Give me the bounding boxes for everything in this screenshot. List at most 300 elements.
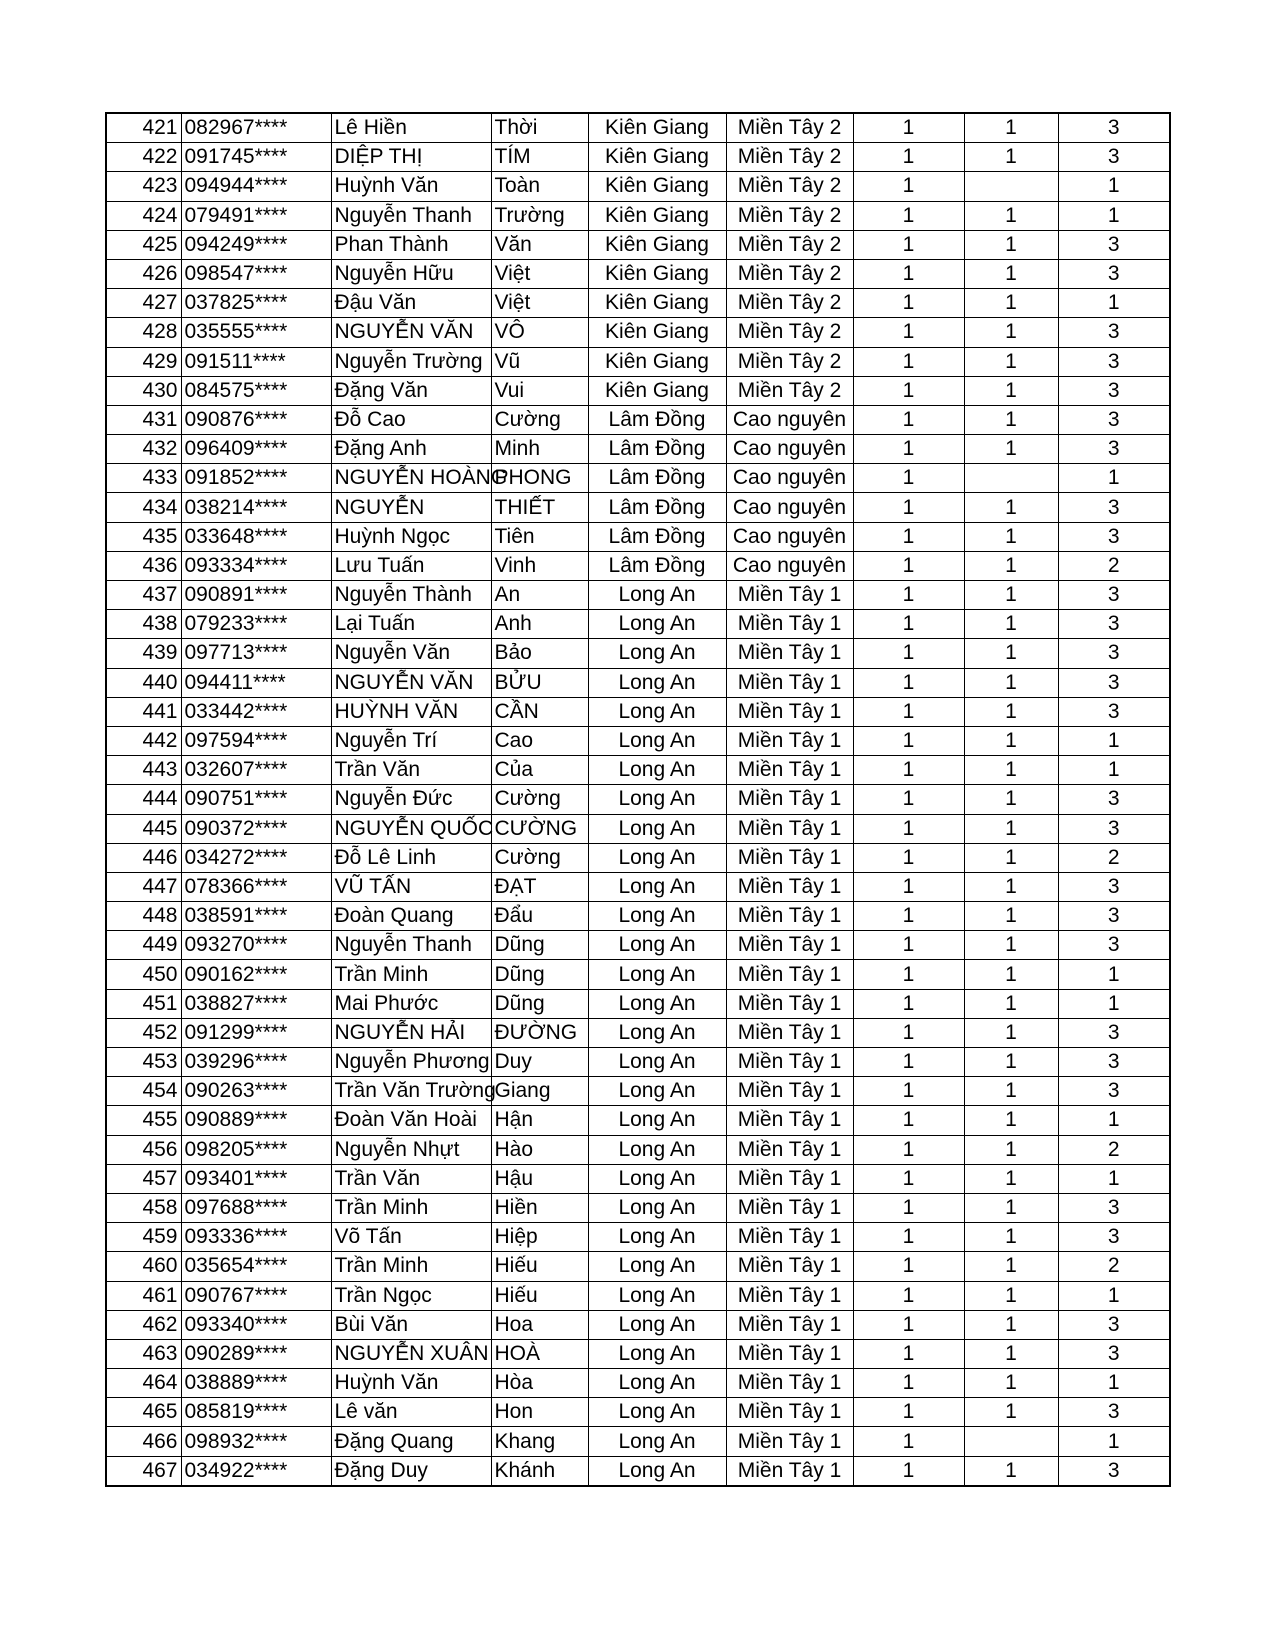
count-2-cell: 1 [964,668,1058,697]
region-cell: Cao nguyên [726,551,853,580]
count-3-cell: 3 [1058,113,1170,143]
province-cell: Long An [588,581,726,610]
row-number-cell: 437 [106,581,181,610]
count-1-cell: 1 [853,376,964,405]
given-name-cell: Vui [491,376,588,405]
count-1-cell: 1 [853,1252,964,1281]
count-2-cell: 1 [964,1310,1058,1339]
count-2-cell: 1 [964,902,1058,931]
count-2-cell [964,172,1058,201]
row-number-cell: 467 [106,1456,181,1486]
row-number-cell: 444 [106,785,181,814]
given-name-cell: Việt [491,259,588,288]
surname-cell: Trần Minh [331,1252,491,1281]
region-cell: Miền Tây 2 [726,113,853,143]
region-cell: Miền Tây 1 [726,1223,853,1252]
given-name-cell: Hiếu [491,1252,588,1281]
table-row [106,201,1170,230]
given-name-cell: Cường [491,785,588,814]
province-cell: Long An [588,1106,726,1135]
count-1-cell: 1 [853,872,964,901]
count-1-cell: 1 [853,1398,964,1427]
count-3-cell: 1 [1058,289,1170,318]
table-row [106,872,1170,901]
region-cell: Cao nguyên [726,405,853,434]
region-cell: Miền Tây 2 [726,289,853,318]
count-3-cell: 3 [1058,1048,1170,1077]
row-number-cell: 459 [106,1223,181,1252]
surname-cell: VŨ TẤN [331,872,491,901]
province-cell: Kiên Giang [588,230,726,259]
province-cell: Lâm Đồng [588,435,726,464]
province-cell: Long An [588,931,726,960]
count-2-cell: 1 [964,581,1058,610]
row-number-cell: 425 [106,230,181,259]
row-number-cell: 449 [106,931,181,960]
count-3-cell: 3 [1058,668,1170,697]
region-cell: Miền Tây 1 [726,668,853,697]
count-3-cell: 2 [1058,551,1170,580]
province-cell: Long An [588,1193,726,1222]
region-cell: Cao nguyên [726,464,853,493]
region-cell: Cao nguyên [726,522,853,551]
table-row [106,1077,1170,1106]
given-name-cell: Khánh [491,1456,588,1486]
row-number-cell: 461 [106,1281,181,1310]
table-row [106,522,1170,551]
row-number-cell: 424 [106,201,181,230]
region-cell: Miền Tây 1 [726,726,853,755]
count-3-cell: 3 [1058,318,1170,347]
count-3-cell: 3 [1058,230,1170,259]
province-cell: Long An [588,1339,726,1368]
count-1-cell: 1 [853,756,964,785]
count-2-cell: 1 [964,435,1058,464]
row-number-cell: 428 [106,318,181,347]
surname-cell: Huỳnh Văn [331,172,491,201]
row-number-cell: 433 [106,464,181,493]
region-cell: Miền Tây 1 [726,1339,853,1368]
count-1-cell: 1 [853,1456,964,1486]
count-3-cell: 3 [1058,902,1170,931]
province-cell: Long An [588,1456,726,1486]
phone-cell: 039296**** [181,1048,331,1077]
table-row [106,1339,1170,1368]
count-2-cell: 1 [964,1339,1058,1368]
count-1-cell: 1 [853,697,964,726]
count-3-cell: 3 [1058,1398,1170,1427]
table-row [106,464,1170,493]
phone-cell: 093401**** [181,1164,331,1193]
surname-cell: Trần Ngọc [331,1281,491,1310]
surname-cell: NGUYỄN XUÂN [331,1339,491,1368]
table-row [106,1164,1170,1193]
region-cell: Miền Tây 1 [726,1252,853,1281]
row-number-cell: 465 [106,1398,181,1427]
given-name-cell: Cao [491,726,588,755]
phone-cell: 093334**** [181,551,331,580]
phone-cell: 094411**** [181,668,331,697]
count-3-cell: 1 [1058,989,1170,1018]
surname-cell: Nguyễn Thành [331,581,491,610]
given-name-cell: Toàn [491,172,588,201]
phone-cell: 098205**** [181,1135,331,1164]
surname-cell: Bùi Văn [331,1310,491,1339]
count-1-cell: 1 [853,347,964,376]
phone-cell: 090162**** [181,960,331,989]
table-row [106,113,1170,143]
surname-cell: Phan Thành [331,230,491,259]
phone-cell: 097594**** [181,726,331,755]
given-name-cell: Hòa [491,1369,588,1398]
phone-cell: 093270**** [181,931,331,960]
row-number-cell: 440 [106,668,181,697]
phone-cell: 093340**** [181,1310,331,1339]
table-row [106,989,1170,1018]
given-name-cell: Của [491,756,588,785]
province-cell: Long An [588,1164,726,1193]
phone-cell: 085819**** [181,1398,331,1427]
given-name-cell: VÔ [491,318,588,347]
surname-cell: NGUYỄN VĂN [331,318,491,347]
count-2-cell [964,464,1058,493]
province-cell: Long An [588,872,726,901]
table-row [106,143,1170,172]
count-3-cell: 1 [1058,1427,1170,1456]
province-cell: Kiên Giang [588,347,726,376]
province-cell: Long An [588,843,726,872]
surname-cell: Nguyễn Nhựt [331,1135,491,1164]
count-3-cell: 3 [1058,405,1170,434]
given-name-cell: PHONG [491,464,588,493]
count-1-cell: 1 [853,1193,964,1222]
surname-cell: Lưu Tuấn [331,551,491,580]
count-2-cell: 1 [964,1193,1058,1222]
surname-cell: Nguyễn Văn [331,639,491,668]
count-2-cell: 1 [964,405,1058,434]
region-cell: Miền Tây 1 [726,1369,853,1398]
phone-cell: 097688**** [181,1193,331,1222]
surname-cell: Mai Phước [331,989,491,1018]
region-cell: Cao nguyên [726,493,853,522]
region-cell: Miền Tây 1 [726,843,853,872]
count-1-cell: 1 [853,172,964,201]
surname-cell: Võ Tấn [331,1223,491,1252]
count-3-cell: 3 [1058,814,1170,843]
province-cell: Long An [588,1048,726,1077]
count-2-cell: 1 [964,843,1058,872]
count-3-cell: 1 [1058,464,1170,493]
province-cell: Lâm Đồng [588,405,726,434]
surname-cell: Nguyễn Thanh [331,201,491,230]
row-number-cell: 452 [106,1018,181,1047]
count-3-cell: 3 [1058,347,1170,376]
count-1-cell: 1 [853,1427,964,1456]
table-row [106,435,1170,464]
phone-cell: 038214**** [181,493,331,522]
count-1-cell: 1 [853,1310,964,1339]
phone-cell: 034922**** [181,1456,331,1486]
given-name-cell: Việt [491,289,588,318]
row-number-cell: 457 [106,1164,181,1193]
surname-cell: NGUYỄN VĂN [331,668,491,697]
surname-cell: DIỆP THỊ [331,143,491,172]
surname-cell: Trần Minh [331,960,491,989]
region-cell: Miền Tây 1 [726,960,853,989]
table-row [106,1106,1170,1135]
given-name-cell: Hoa [491,1310,588,1339]
count-3-cell: 1 [1058,172,1170,201]
region-cell: Miền Tây 1 [726,581,853,610]
table-row [106,814,1170,843]
region-cell: Miền Tây 2 [726,318,853,347]
surname-cell: NGUYỄN [331,493,491,522]
region-cell: Miền Tây 1 [726,785,853,814]
table-row [106,639,1170,668]
province-cell: Long An [588,785,726,814]
count-2-cell: 1 [964,785,1058,814]
surname-cell: Trần Văn Trường [331,1077,491,1106]
count-2-cell: 1 [964,697,1058,726]
row-number-cell: 423 [106,172,181,201]
count-3-cell: 3 [1058,639,1170,668]
count-1-cell: 1 [853,1164,964,1193]
count-3-cell: 3 [1058,1193,1170,1222]
count-1-cell: 1 [853,201,964,230]
table-row [106,1193,1170,1222]
row-number-cell: 463 [106,1339,181,1368]
province-cell: Kiên Giang [588,143,726,172]
count-1-cell: 1 [853,551,964,580]
count-2-cell: 1 [964,1369,1058,1398]
row-number-cell: 454 [106,1077,181,1106]
surname-cell: Nguyễn Hữu [331,259,491,288]
province-cell: Long An [588,668,726,697]
table-row [106,697,1170,726]
phone-cell: 032607**** [181,756,331,785]
count-1-cell: 1 [853,639,964,668]
region-cell: Miền Tây 1 [726,1164,853,1193]
phone-cell: 098547**** [181,259,331,288]
row-number-cell: 439 [106,639,181,668]
count-1-cell: 1 [853,1018,964,1047]
table-row [106,756,1170,785]
given-name-cell: Hiền [491,1193,588,1222]
region-cell: Miền Tây 2 [726,230,853,259]
count-1-cell: 1 [853,931,964,960]
phone-cell: 094944**** [181,172,331,201]
row-number-cell: 436 [106,551,181,580]
count-2-cell: 1 [964,1223,1058,1252]
count-1-cell: 1 [853,581,964,610]
count-1-cell: 1 [853,143,964,172]
surname-cell: Huỳnh Văn [331,1369,491,1398]
given-name-cell: ĐƯỜNG [491,1018,588,1047]
region-cell: Miền Tây 1 [726,639,853,668]
count-1-cell: 1 [853,668,964,697]
count-1-cell: 1 [853,1135,964,1164]
province-cell: Kiên Giang [588,201,726,230]
given-name-cell: Hậu [491,1164,588,1193]
count-3-cell: 3 [1058,376,1170,405]
row-number-cell: 426 [106,259,181,288]
surname-cell: NGUYỄN HẢI [331,1018,491,1047]
count-3-cell: 3 [1058,1456,1170,1486]
count-2-cell: 1 [964,960,1058,989]
given-name-cell: Anh [491,610,588,639]
count-1-cell: 1 [853,405,964,434]
surname-cell: Đặng Duy [331,1456,491,1486]
surname-cell: Đoàn Quang [331,902,491,931]
count-2-cell: 1 [964,1164,1058,1193]
region-cell: Miền Tây 1 [726,1281,853,1310]
phone-cell: 090876**** [181,405,331,434]
phone-cell: 033442**** [181,697,331,726]
region-cell: Miền Tây 1 [726,610,853,639]
phone-cell: 091745**** [181,143,331,172]
region-cell: Miền Tây 1 [726,1398,853,1427]
count-2-cell: 1 [964,756,1058,785]
table-row [106,259,1170,288]
count-1-cell: 1 [853,726,964,755]
table-row [106,376,1170,405]
row-number-cell: 453 [106,1048,181,1077]
table-row [106,318,1170,347]
surname-cell: Trần Văn [331,756,491,785]
count-2-cell: 1 [964,1456,1058,1486]
phone-cell: 035654**** [181,1252,331,1281]
phone-cell: 091852**** [181,464,331,493]
row-number-cell: 441 [106,697,181,726]
province-cell: Long An [588,989,726,1018]
given-name-cell: Văn [491,230,588,259]
surname-cell: Nguyễn Trường [331,347,491,376]
count-1-cell: 1 [853,814,964,843]
count-3-cell: 3 [1058,1223,1170,1252]
surname-cell: Nguyễn Trí [331,726,491,755]
count-2-cell: 1 [964,551,1058,580]
table-row [106,1252,1170,1281]
count-1-cell: 1 [853,113,964,143]
count-1-cell: 1 [853,1369,964,1398]
table-row [106,960,1170,989]
region-cell: Miền Tây 1 [726,1310,853,1339]
given-name-cell: CẦN [491,697,588,726]
count-3-cell: 2 [1058,1252,1170,1281]
row-number-cell: 429 [106,347,181,376]
row-number-cell: 442 [106,726,181,755]
given-name-cell: Giang [491,1077,588,1106]
given-name-cell: Trường [491,201,588,230]
count-2-cell: 1 [964,1048,1058,1077]
region-cell: Miền Tây 1 [726,1018,853,1047]
count-1-cell: 1 [853,610,964,639]
given-name-cell: Đẩu [491,902,588,931]
count-3-cell: 1 [1058,960,1170,989]
table-row [106,551,1170,580]
province-cell: Long An [588,960,726,989]
count-1-cell: 1 [853,493,964,522]
phone-cell: 091511**** [181,347,331,376]
table-row [106,726,1170,755]
count-2-cell: 1 [964,143,1058,172]
given-name-cell: Vinh [491,551,588,580]
province-cell: Kiên Giang [588,172,726,201]
province-cell: Kiên Giang [588,376,726,405]
count-2-cell: 1 [964,726,1058,755]
given-name-cell: Vũ [491,347,588,376]
row-number-cell: 435 [106,522,181,551]
phone-cell: 090889**** [181,1106,331,1135]
province-cell: Long An [588,1135,726,1164]
surname-cell: Nguyễn Đức [331,785,491,814]
province-cell: Kiên Giang [588,318,726,347]
count-1-cell: 1 [853,1281,964,1310]
phone-cell: 090891**** [181,581,331,610]
row-number-cell: 450 [106,960,181,989]
phone-cell: 094249**** [181,230,331,259]
row-number-cell: 456 [106,1135,181,1164]
row-number-cell: 448 [106,902,181,931]
count-2-cell: 1 [964,289,1058,318]
given-name-cell: Bảo [491,639,588,668]
table-row [106,1018,1170,1047]
count-3-cell: 1 [1058,201,1170,230]
count-3-cell: 1 [1058,1369,1170,1398]
count-2-cell: 1 [964,201,1058,230]
table-row [106,668,1170,697]
count-1-cell: 1 [853,1077,964,1106]
given-name-cell: Minh [491,435,588,464]
count-3-cell: 3 [1058,785,1170,814]
table-row [106,1456,1170,1486]
given-name-cell: Cường [491,405,588,434]
phone-cell: 079233**** [181,610,331,639]
surname-cell: Đặng Quang [331,1427,491,1456]
given-name-cell: BỬU [491,668,588,697]
phone-cell: 090751**** [181,785,331,814]
count-1-cell: 1 [853,230,964,259]
table-row [106,931,1170,960]
surname-cell: Đậu Văn [331,289,491,318]
given-name-cell: Hiệp [491,1223,588,1252]
province-cell: Long An [588,726,726,755]
surname-cell: Đỗ Lê Linh [331,843,491,872]
table-row [106,172,1170,201]
table-row [106,493,1170,522]
table-row [106,843,1170,872]
province-cell: Long An [588,1281,726,1310]
surname-cell: Nguyễn Thanh [331,931,491,960]
count-3-cell: 2 [1058,843,1170,872]
count-1-cell: 1 [853,464,964,493]
count-3-cell: 3 [1058,435,1170,464]
count-1-cell: 1 [853,259,964,288]
region-cell: Miền Tây 1 [726,1193,853,1222]
region-cell: Miền Tây 1 [726,697,853,726]
province-cell: Long An [588,814,726,843]
count-2-cell: 1 [964,931,1058,960]
count-3-cell: 3 [1058,581,1170,610]
count-3-cell: 3 [1058,610,1170,639]
count-3-cell: 1 [1058,756,1170,785]
table-row [106,1135,1170,1164]
region-cell: Miền Tây 1 [726,902,853,931]
region-cell: Miền Tây 2 [726,172,853,201]
region-cell: Cao nguyên [726,435,853,464]
region-cell: Miền Tây 2 [726,259,853,288]
count-1-cell: 1 [853,989,964,1018]
